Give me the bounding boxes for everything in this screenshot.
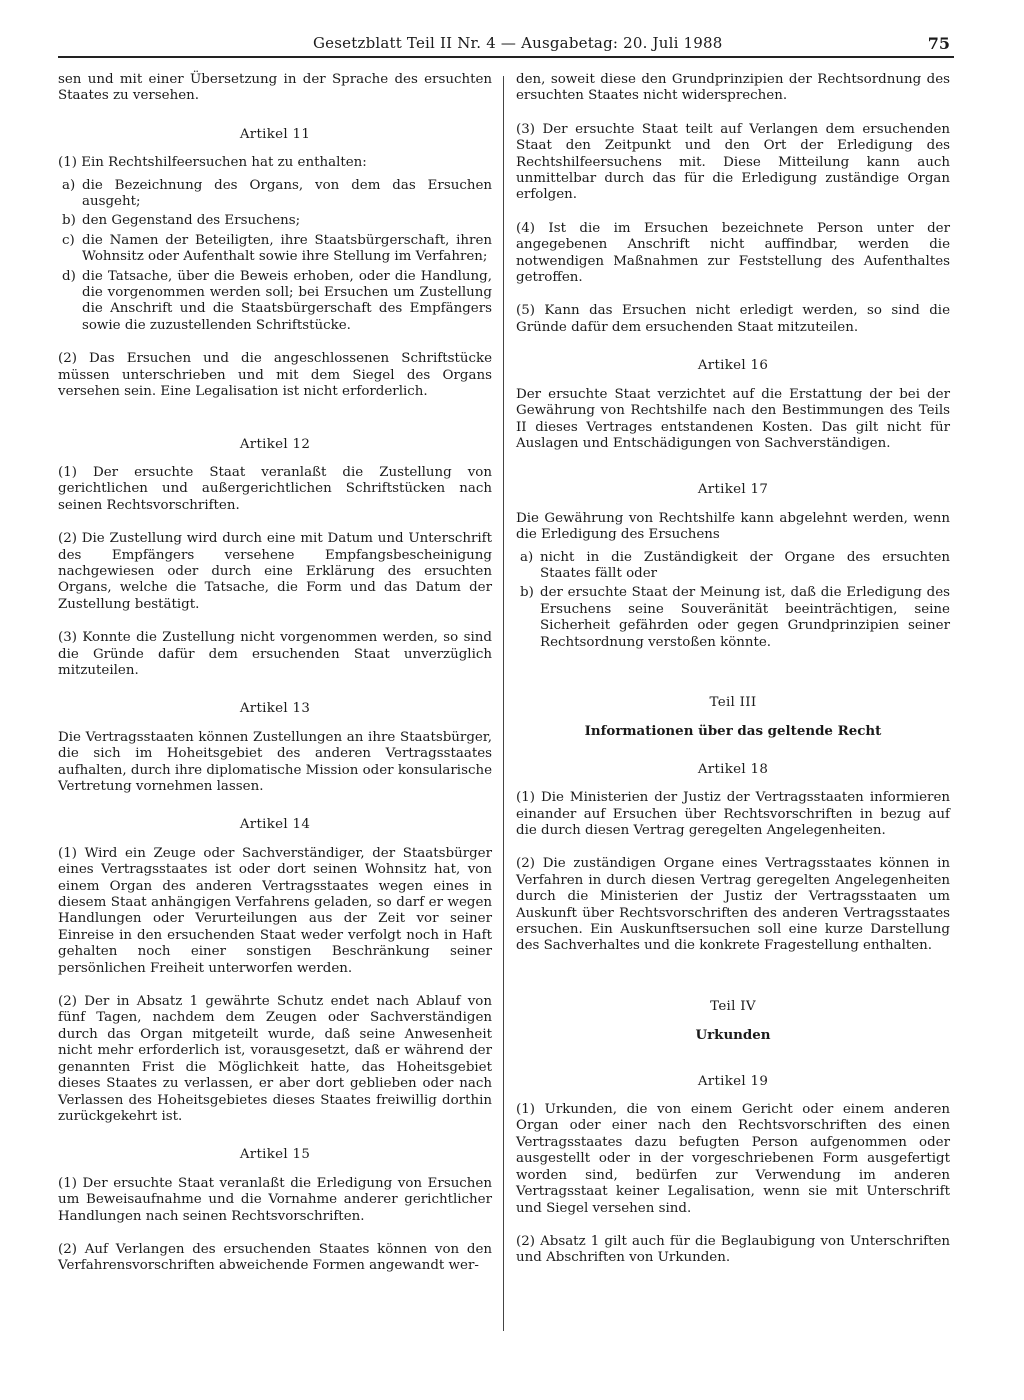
part-heading: Teil IV <box>710 998 756 1014</box>
paragraph: (3) Konnte die Zustellung nicht vorgenommen werden, so sind die Gründe dafür dem ersuchenden Staat unverzüglich mitzuteilen. <box>58 630 492 678</box>
enumeration-list <box>516 550 950 651</box>
header-title: Gesetzblatt Teil II Nr. 4 — Ausgabetag: 20. Juli 1988 <box>313 34 723 52</box>
list-item <box>58 178 492 211</box>
paragraph: (5) Kann das Ersuchen nicht erledigt werden, so sind die Gründe dafür dem ersuchenden Staat mitzuteilen. <box>516 303 950 335</box>
page-header <box>58 30 954 58</box>
list-item <box>58 213 492 229</box>
article-heading: Artikel 16 <box>697 358 769 374</box>
paragraph: (2) Die zuständigen Organe eines Vertragsstaates können in Verfahren in durch diesen Vertrag geregelten Angelegenheiten durch die Ministerien der Justiz der Vertragsstaaten um Auskunft über Rechtsvorschriften des anderen Vertragsstaates ersuchen. Ein Auskunftsersuchen soll eine kurze Darstellung des Sachverhaltes und die konkrete Fragestellung enthalten. <box>516 856 950 954</box>
paragraph: (1) Der ersuchte Staat veranlaßt die Zustellung von gerichtlichen und außergerichtlichen Schriftstücken nach seinen Rechtsvorschriften. <box>58 464 492 513</box>
continuation-paragraph: sen und mit einer Übersetzung in der Sprache des ersuchten Staates zu versehen. <box>58 72 492 104</box>
list-item <box>516 550 950 583</box>
article-heading: Artikel 14 <box>239 817 311 833</box>
paragraph: (3) Der ersuchte Staat teilt auf Verlangen dem ersuchenden Staat den Zeitpunkt und den Ort der Erledigung des Rechtshilfeersuchens mit. Diese Mitteilung kann auch unmittelbar durch das für die Erledigung zuständige Organ erfolgen. <box>516 121 950 203</box>
list-text: der ersuchte Staat der Meinung ist, daß die Erledigung des Ersuchens seine Souveränität beeinträchtigen, seine Sicherheit gefährden oder gegen Grundprinzipien seiner Rechtsordnung verstoßen könnte. <box>540 585 950 650</box>
paragraph: (1) Der ersuchte Staat veranlaßt die Erledigung von Ersuchen um Beweisaufnahme und die Vornahme anderer gerichtlicher Handlungen nach seinen Rechtsvorschriften. <box>58 1175 492 1224</box>
paragraph: (1) Wird ein Zeuge oder Sachverständiger, der Staatsbürger eines Vertragsstaates ist oder dort seinen Wohnsitz hat, von einem Organ des anderen Vertragsstaates wegen eines in diesem Staat anhängigen Verfahrens geladen, so darf er wegen Handlungen oder Verurteilungen aus der Zeit vor seiner Einreise in den ersuchenden Staat weder verfolgt noch in Haft gehalten noch einer sonstigen Beschränkung seiner persönlichen Freiheit unterworfen werden. <box>58 845 492 976</box>
paragraph: (2) Das Ersuchen und die angeschlossenen Schriftstücke müssen unterschrieben und mit dem Siegel des Organs versehen sein. Eine Legalisation ist nicht erforderlich. <box>58 351 492 400</box>
article-heading: Artikel 18 <box>697 761 769 777</box>
article-heading: Artikel 19 <box>697 1073 769 1089</box>
enumeration-list <box>58 178 492 335</box>
continuation-paragraph: den, soweit diese den Grundprinzipien der Rechtsordnung des ersuchten Staates nicht widersprechen. <box>516 72 950 104</box>
column-divider <box>503 76 504 1331</box>
list-label: b) <box>62 213 76 229</box>
list-item <box>516 585 950 651</box>
page-number: 75 <box>927 34 950 53</box>
part-subheading: Urkunden <box>695 1027 771 1044</box>
paragraph: (2) Der in Absatz 1 gewährte Schutz endet nach Ablauf von fünf Tagen, nachdem dem Zeugen oder Sachverständigen durch das Organ mitgeteilt wurde, daß seine Anwesenheit nicht mehr erforderlich ist, vorausgesetzt, daß er während der genannten Frist die Möglichkeit hatte, das Hoheitsgebiet dieses Staates zu verlassen, er aber dort geblieben oder nach Verlassen des Hoheitsgebietes dieses Staates freiwillig dorthin zurückgekehrt ist. <box>58 994 492 1124</box>
article-heading: Artikel 12 <box>239 436 311 452</box>
paragraph: Die Gewährung von Rechtshilfe kann abgelehnt werden, wenn die Erledigung des Ersuchens <box>516 510 950 543</box>
list-text: den Gegenstand des Ersuchens; <box>82 213 301 229</box>
list-label: a) <box>62 177 76 193</box>
paragraph: (2) Absatz 1 gilt auch für die Beglaubigung von Unterschriften und Abschriften von Urkunden. <box>516 1233 950 1266</box>
paragraph: (1) Urkunden, die von einem Gericht oder einem anderen Organ oder einer nach den Rechtsvorschriften des einen Vertragsstaates dazu befugten Person aufgenommen oder ausgestellt oder in der vorgeschriebenen Form ausgefertigt worden sind, bedürfen zur Verwendung im anderen Vertragsstaat keiner Legalisation, wenn sie mit Unterschrift und Siegel versehen sind. <box>516 1102 950 1216</box>
list-label: d) <box>62 268 76 284</box>
article-heading: Artikel 13 <box>239 701 311 717</box>
paragraph: (2) Die Zustellung wird durch eine mit Datum und Unterschrift des Empfängers versehene Empfangsbescheinigung nachgewiesen oder durch eine Erklärung des ersuchten Organs, welche die Tatsache, die Form und das Datum der Zustellung bestätigt. <box>58 531 492 612</box>
right-column <box>516 72 950 1284</box>
list-item <box>58 233 492 266</box>
part-heading: Teil III <box>709 694 757 710</box>
paragraph: (4) Ist die im Ersuchen bezeichnete Person unter der angegebenen Anschrift nicht auffindbar, werden die notwendigen Maßnahmen zur Feststellung des Aufenthaltes getroffen. <box>516 220 950 286</box>
list-text: die Namen der Beteiligten, ihre Staatsbürgerschaft, ihren Wohnsitz oder Aufenthalt sowie ihre Stellung im Verfahren; <box>82 232 492 265</box>
list-text: die Bezeichnung des Organs, von dem das Ersuchen ausgeht; <box>82 177 492 210</box>
paragraph: Der ersuchte Staat verzichtet auf die Erstattung der bei der Gewährung von Rechtshilfe nach den Bestimmungen des Teils II dieses Vertrages entstandenen Kosten. Das gilt nicht für Auslagen und Entschädigungen von Sachverständigen. <box>516 386 950 451</box>
paragraph: (1) Die Ministerien der Justiz der Vertragsstaaten informieren einander auf Ersuchen über Rechtsvorschriften in bezug auf die durch diesen Vertrag geregelten Angelegenheiten. <box>516 790 950 838</box>
paragraph: (2) Auf Verlangen des ersuchenden Staates können von den Verfahrensvorschriften abweichende Formen angewandt wer- <box>58 1241 492 1274</box>
list-item <box>58 269 492 335</box>
part-subheading: Informationen über das geltende Recht <box>584 723 882 740</box>
left-column <box>58 72 492 1292</box>
article-heading: Artikel 17 <box>697 482 769 498</box>
paragraph: (1) Ein Rechtshilfeersuchen hat zu enthalten: <box>58 155 367 171</box>
article-heading: Artikel 11 <box>239 126 311 142</box>
list-label: a) <box>520 549 534 565</box>
list-label: b) <box>520 585 534 601</box>
list-label: c) <box>62 232 75 248</box>
list-text: nicht in die Zuständigkeit der Organe des ersuchten Staates fällt oder <box>540 549 950 581</box>
list-text: die Tatsache, über die Beweis erhoben, oder die Handlung, die vorgenommen werden soll; bei Ersuchen um Zustellung die Anschrift und die Staatsbürgerschaft des Empfängers sowie die zuzustellenden Schriftstücke. <box>82 268 492 333</box>
paragraph: Die Vertragsstaaten können Zustellungen an ihre Staatsbürger, die sich im Hoheitsgebiet des anderen Vertragsstaates aufhalten, durch ihre diplomatische Mission oder konsularische Vertretung vornehmen lassen. <box>58 729 492 794</box>
article-heading: Artikel 15 <box>239 1147 311 1163</box>
